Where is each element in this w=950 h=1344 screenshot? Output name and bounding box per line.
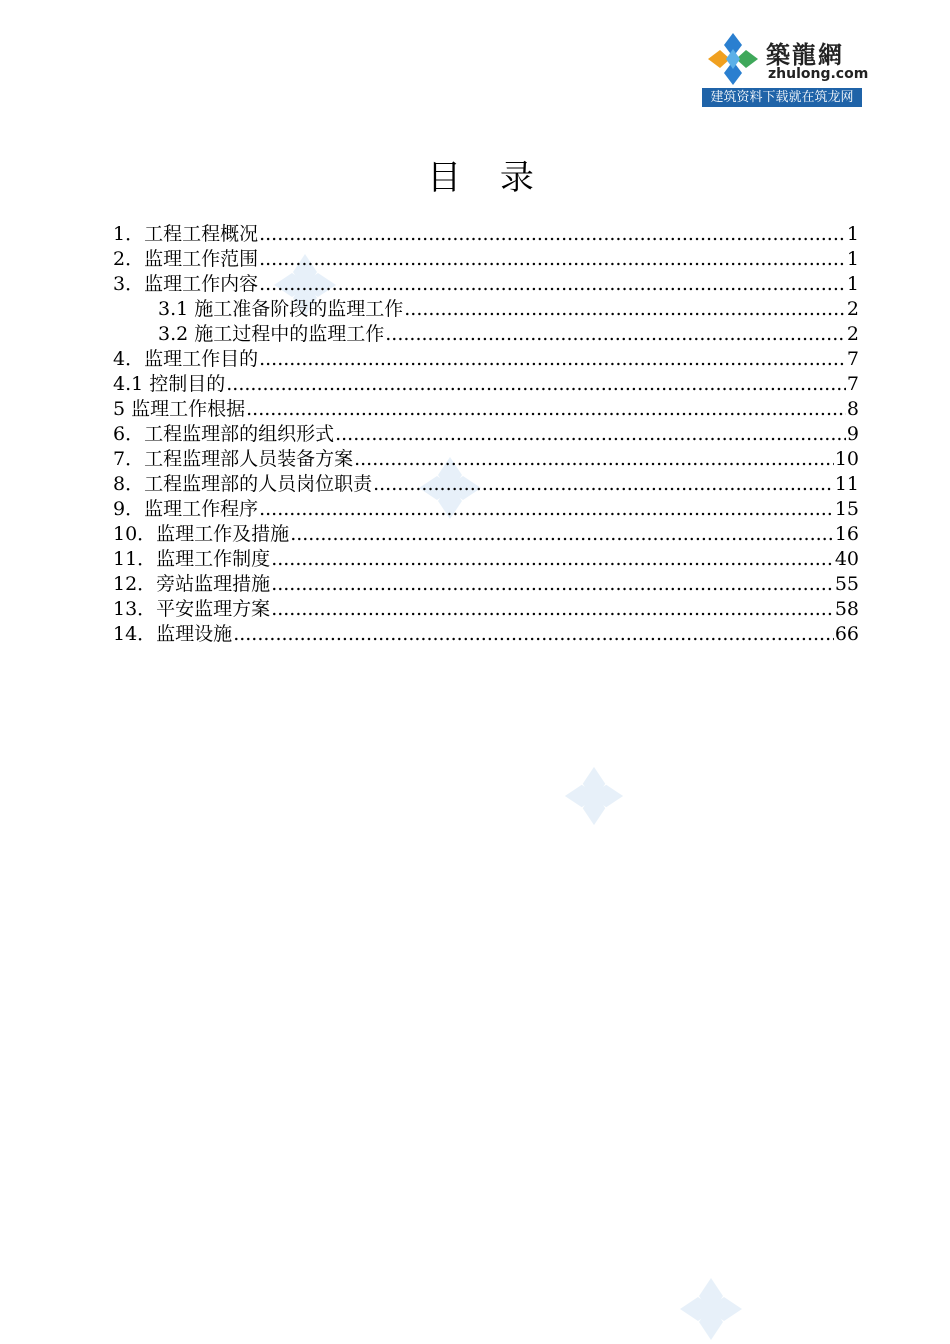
toc-entry-label: 6．工程监理部的组织形式	[113, 423, 335, 445]
toc-leader-dots	[259, 347, 846, 372]
watermark-icon	[563, 765, 625, 827]
toc-entry-label: 5 监理工作根据	[113, 398, 246, 420]
toc-entry-page: 1	[846, 273, 859, 295]
toc-entry[interactable]	[113, 297, 859, 322]
toc-entry[interactable]	[113, 547, 859, 572]
toc-leader-dots	[385, 322, 846, 347]
toc-entry-page: 8	[846, 398, 859, 420]
toc-leader-dots	[271, 547, 834, 572]
toc-leader-dots	[354, 447, 834, 472]
toc-leader-dots	[226, 372, 846, 397]
toc-entry[interactable]	[113, 397, 859, 422]
toc-entry[interactable]	[113, 622, 859, 647]
toc-entry[interactable]	[113, 472, 859, 497]
toc-leader-dots	[404, 297, 846, 322]
toc-entry-page: 11	[834, 473, 859, 495]
logo-mark-icon	[704, 31, 762, 87]
toc-entry-page: 2	[846, 298, 859, 320]
toc-leader-dots	[259, 272, 846, 297]
toc-entry[interactable]	[113, 222, 859, 247]
toc-leader-dots	[373, 472, 834, 497]
logo-brand-en: zhulong.com	[768, 66, 869, 82]
toc-entry-label: 7．工程监理部人员装备方案	[113, 448, 354, 470]
toc-entry-page: 15	[834, 498, 859, 520]
toc-entry-page: 1	[846, 223, 859, 245]
toc-leader-dots	[259, 222, 846, 247]
toc-entry-page: 40	[834, 548, 859, 570]
toc-entry[interactable]	[113, 572, 859, 597]
toc-leader-dots	[335, 422, 846, 447]
toc-leader-dots	[271, 572, 834, 597]
toc-entry-label: 9．监理工作程序	[113, 498, 259, 520]
toc-entry-label: 3.2 施工过程中的监理工作	[158, 323, 385, 345]
toc-entry[interactable]	[113, 522, 859, 547]
toc-entry-page: 55	[834, 573, 859, 595]
toc-entry-page: 2	[846, 323, 859, 345]
toc-entry[interactable]	[113, 247, 859, 272]
toc-entry-page: 1	[846, 248, 859, 270]
toc-entry[interactable]	[113, 422, 859, 447]
toc-entry[interactable]	[113, 447, 859, 472]
toc-entry-label: 8．工程监理部的人员岗位职责	[113, 473, 373, 495]
toc-leader-dots	[233, 622, 834, 647]
toc-entry-label: 12．旁站监理措施	[113, 573, 271, 595]
toc-entry-label: 14．监理设施	[113, 623, 233, 645]
toc-entry-label: 4.1 控制目的	[113, 373, 226, 395]
page-title: 目 录	[427, 158, 548, 198]
watermark-icon	[678, 1276, 744, 1342]
toc-entry[interactable]	[113, 347, 859, 372]
toc-entry-label: 4．监理工作目的	[113, 348, 259, 370]
toc-entry-page: 9	[846, 423, 859, 445]
toc-leader-dots	[259, 497, 834, 522]
toc-entry[interactable]	[113, 597, 859, 622]
toc-entry-page: 16	[834, 523, 859, 545]
toc-entry-page: 7	[846, 348, 859, 370]
toc-leader-dots	[271, 597, 834, 622]
toc-entry[interactable]	[113, 272, 859, 297]
zhulong-logo	[702, 29, 869, 107]
toc-leader-dots	[246, 397, 846, 422]
toc-entry-page: 58	[834, 598, 859, 620]
toc-entry-label: 13．平安监理方案	[113, 598, 271, 620]
toc-entry-page: 10	[834, 448, 859, 470]
toc-entry[interactable]	[113, 497, 859, 522]
toc-entry-page: 7	[846, 373, 859, 395]
logo-tagline: 建筑资料下载就在筑龙网	[702, 88, 862, 107]
toc-entry-label: 3.1 施工准备阶段的监理工作	[158, 298, 404, 320]
toc-entry-page: 66	[834, 623, 859, 645]
toc-entry-label: 2．监理工作范围	[113, 248, 259, 270]
toc-entry-label: 3．监理工作内容	[113, 273, 259, 295]
logo-brand-cn: 築龍網	[766, 41, 844, 69]
toc-entry-label: 1．工程工程概况	[113, 223, 259, 245]
toc-leader-dots	[290, 522, 834, 547]
toc-entry-label: 10．监理工作及措施	[113, 523, 290, 545]
toc-entry[interactable]	[113, 322, 859, 347]
toc-leader-dots	[259, 247, 846, 272]
table-of-contents	[113, 222, 859, 647]
toc-entry[interactable]	[113, 372, 859, 397]
toc-entry-label: 11．监理工作制度	[113, 548, 271, 570]
